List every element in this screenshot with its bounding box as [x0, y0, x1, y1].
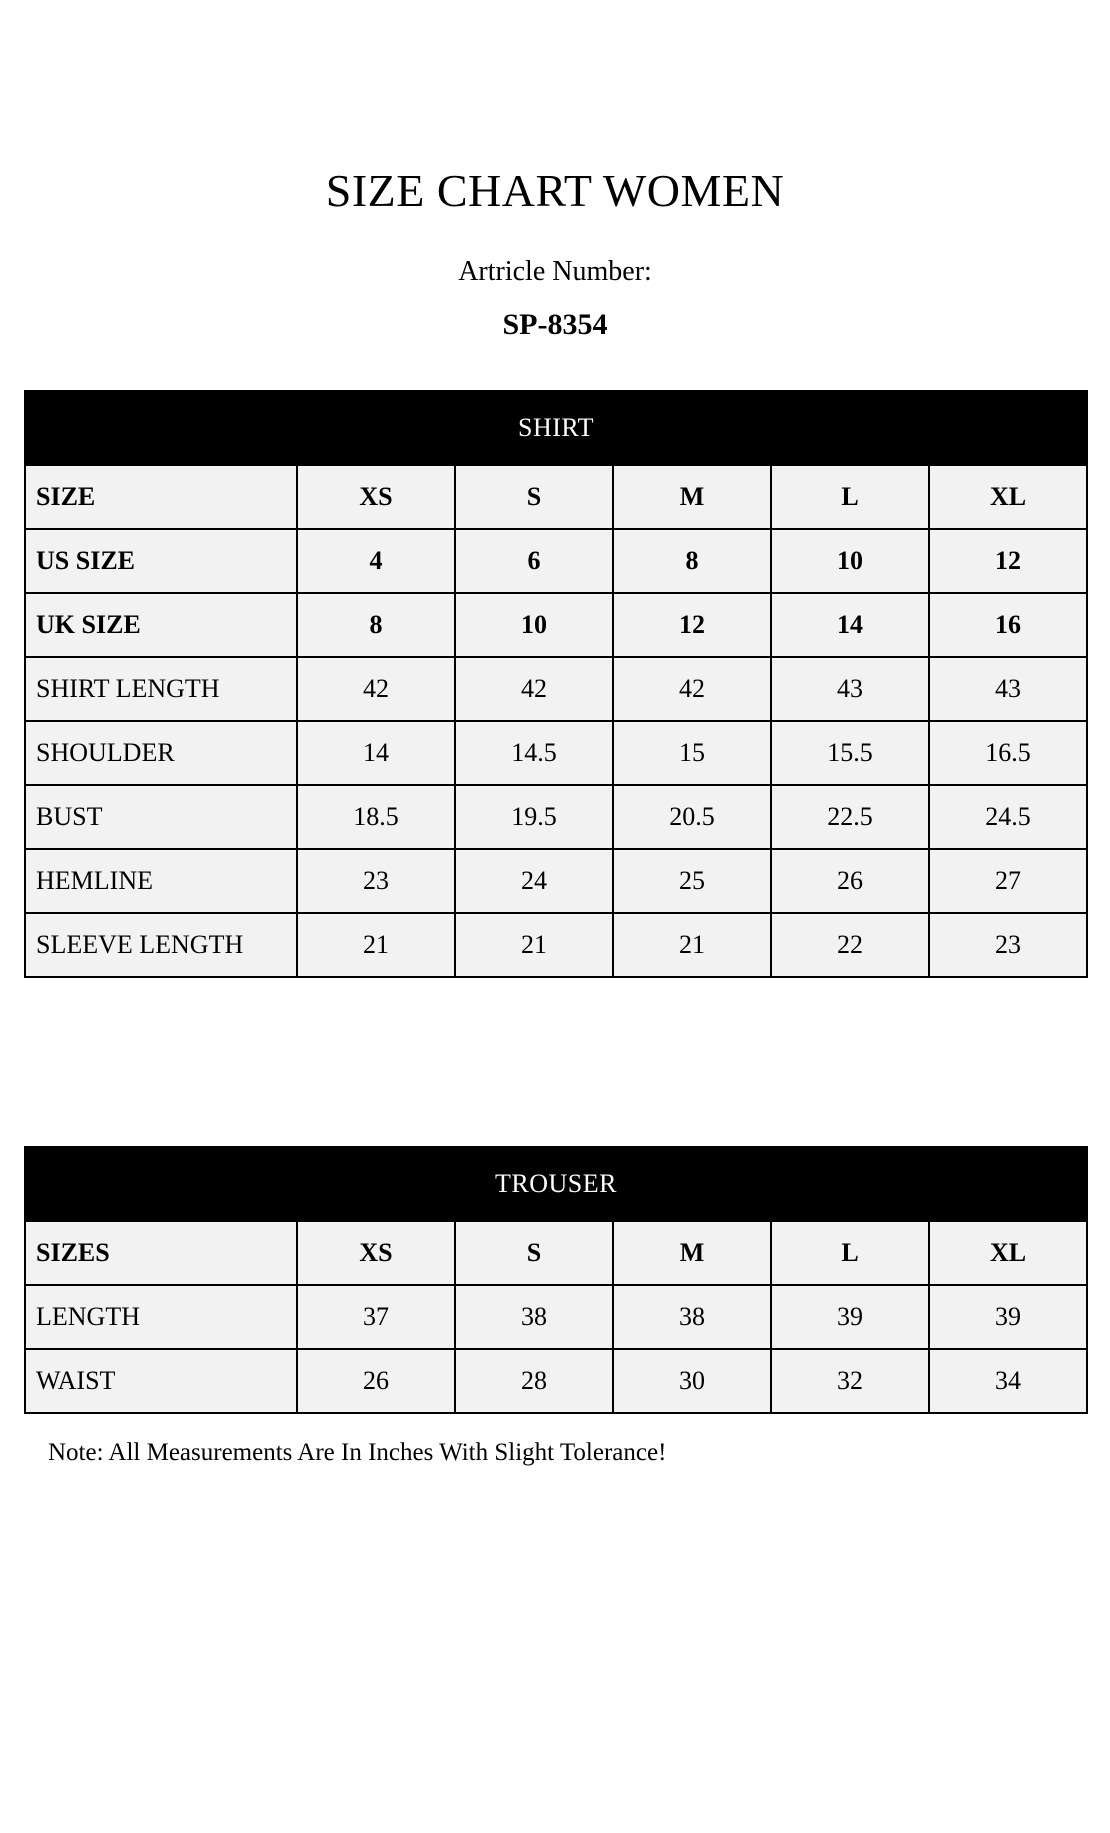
cell-value: 14.5: [455, 721, 613, 785]
column-header-s: S: [455, 1221, 613, 1285]
cell-value: 32: [771, 1349, 929, 1413]
cell-value: 21: [455, 913, 613, 977]
cell-value: 42: [613, 657, 771, 721]
row-label: BUST: [25, 785, 297, 849]
shirt-table-section: [24, 390, 1086, 978]
table-row: [25, 1285, 1087, 1349]
table-row: [25, 785, 1087, 849]
shirt-banner: SHIRT: [25, 391, 1087, 465]
cell-value: 25: [613, 849, 771, 913]
cell-value: 16: [929, 593, 1087, 657]
table-banner-row: [25, 1147, 1087, 1221]
cell-value: 42: [297, 657, 455, 721]
row-label: LENGTH: [25, 1285, 297, 1349]
column-header-sizes: SIZES: [25, 1221, 297, 1285]
column-header-size: SIZE: [25, 465, 297, 529]
column-header-xs: XS: [297, 465, 455, 529]
cell-value: 12: [613, 593, 771, 657]
trouser-table-section: [24, 1146, 1086, 1414]
cell-value: 10: [771, 529, 929, 593]
column-header-m: M: [613, 465, 771, 529]
column-header-l: L: [771, 465, 929, 529]
cell-value: 21: [613, 913, 771, 977]
column-header-xs: XS: [297, 1221, 455, 1285]
measurement-note: Note: All Measurements Are In Inches With Slight Tolerance!: [48, 1439, 667, 1466]
cell-value: 37: [297, 1285, 455, 1349]
cell-value: 19.5: [455, 785, 613, 849]
cell-value: 30: [613, 1349, 771, 1413]
cell-value: 43: [771, 657, 929, 721]
column-header-l: L: [771, 1221, 929, 1285]
table-row: [25, 529, 1087, 593]
article-number-value: SP-8354: [502, 308, 608, 341]
cell-value: 22.5: [771, 785, 929, 849]
cell-value: 38: [613, 1285, 771, 1349]
table-header-row: [25, 1221, 1087, 1285]
row-label: US SIZE: [25, 529, 297, 593]
cell-value: 18.5: [297, 785, 455, 849]
cell-value: 23: [297, 849, 455, 913]
column-header-xl: XL: [929, 1221, 1087, 1285]
table-row: [25, 913, 1087, 977]
row-label: HEMLINE: [25, 849, 297, 913]
column-header-s: S: [455, 465, 613, 529]
cell-value: 26: [297, 1349, 455, 1413]
row-label: SLEEVE LENGTH: [25, 913, 297, 977]
cell-value: 27: [929, 849, 1087, 913]
table-row: [25, 657, 1087, 721]
shirt-size-table: [24, 390, 1088, 978]
cell-value: 24: [455, 849, 613, 913]
table-row: [25, 849, 1087, 913]
trouser-size-table: [24, 1146, 1088, 1414]
cell-value: 34: [929, 1349, 1087, 1413]
cell-value: 43: [929, 657, 1087, 721]
cell-value: 28: [455, 1349, 613, 1413]
cell-value: 39: [929, 1285, 1087, 1349]
cell-value: 12: [929, 529, 1087, 593]
cell-value: 38: [455, 1285, 613, 1349]
cell-value: 20.5: [613, 785, 771, 849]
page-title: SIZE CHART WOMEN: [325, 165, 785, 216]
row-label: UK SIZE: [25, 593, 297, 657]
cell-value: 16.5: [929, 721, 1087, 785]
column-header-m: M: [613, 1221, 771, 1285]
table-row: [25, 721, 1087, 785]
row-label: SHOULDER: [25, 721, 297, 785]
cell-value: 26: [771, 849, 929, 913]
cell-value: 8: [613, 529, 771, 593]
table-row: [25, 1349, 1087, 1413]
row-label: WAIST: [25, 1349, 297, 1413]
cell-value: 22: [771, 913, 929, 977]
cell-value: 8: [297, 593, 455, 657]
cell-value: 15.5: [771, 721, 929, 785]
cell-value: 4: [297, 529, 455, 593]
cell-value: 14: [771, 593, 929, 657]
cell-value: 24.5: [929, 785, 1087, 849]
cell-value: 21: [297, 913, 455, 977]
cell-value: 6: [455, 529, 613, 593]
article-number-label: Artricle Number:: [458, 256, 652, 287]
column-header-xl: XL: [929, 465, 1087, 529]
cell-value: 23: [929, 913, 1087, 977]
cell-value: 42: [455, 657, 613, 721]
table-row: [25, 593, 1087, 657]
cell-value: 10: [455, 593, 613, 657]
table-banner-row: [25, 391, 1087, 465]
cell-value: 39: [771, 1285, 929, 1349]
table-header-row: [25, 465, 1087, 529]
size-chart-document: [0, 165, 1110, 1833]
row-label: SHIRT LENGTH: [25, 657, 297, 721]
trouser-banner: TROUSER: [25, 1147, 1087, 1221]
cell-value: 14: [297, 721, 455, 785]
cell-value: 15: [613, 721, 771, 785]
